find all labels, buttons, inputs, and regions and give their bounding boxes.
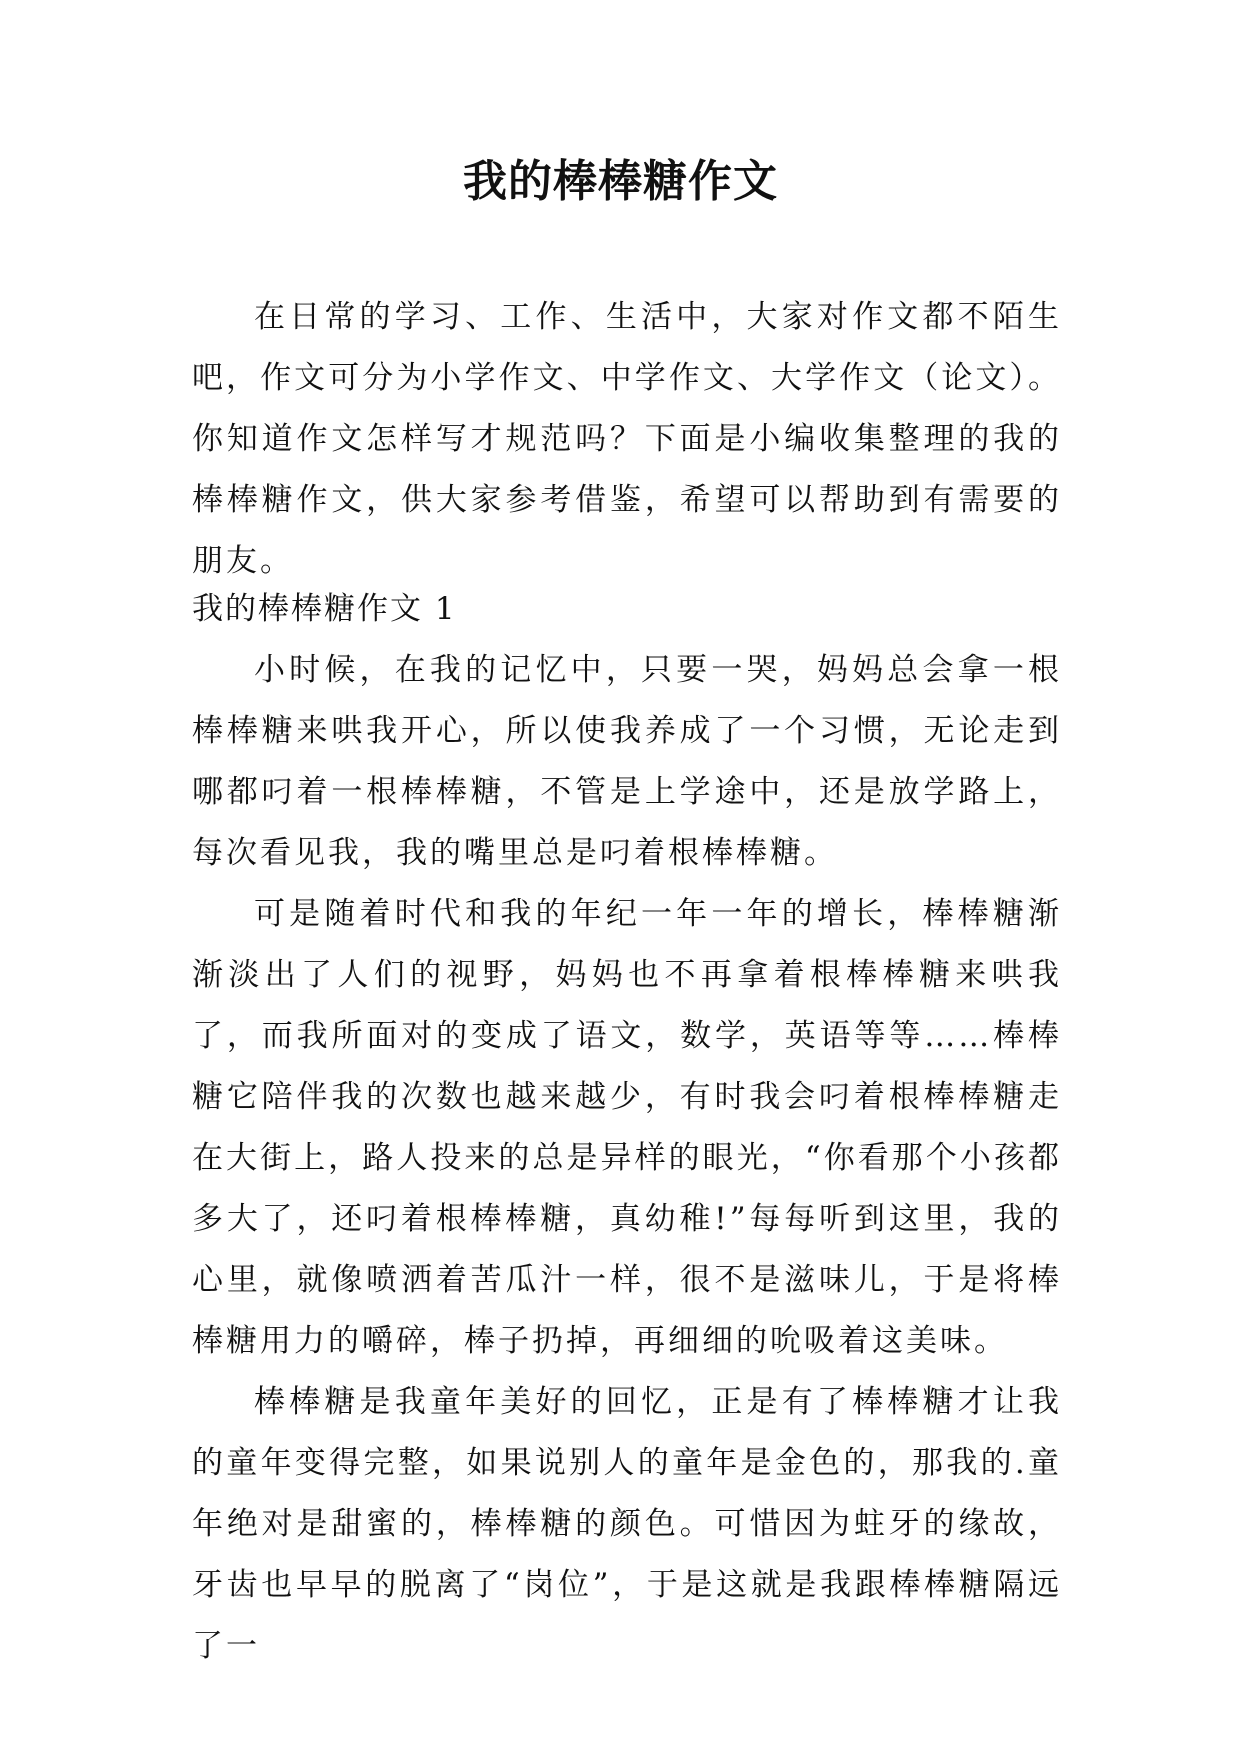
- intro-paragraph: [192, 287, 1062, 592]
- section-heading: 我的棒棒糖作文 1: [192, 591, 457, 627]
- intro-text: 在日常的学习、工作、生活中，大家对作文都不陌生吧，作文可分为小学作文、中学作文、大学作文（论文）。你知道作文怎样写才规范吗？下面是小编收集整理的我的棒棒糖作文，供大家参考借鉴，希望可以帮助到有需要的朋友。: [192, 299, 1062, 579]
- document-title: 我的棒棒糖作文: [463, 156, 778, 207]
- essay-paragraph-1: 小时候，在我的记忆中，只要一哭，妈妈总会拿一根棒棒糖来哄我开心，所以使我养成了一个习惯，无论走到哪都叼着一根棒棒糖，不管是上学途中，还是放学路上，每次看见我，我的嘴里总是叼着根棒棒糖。: [192, 652, 1062, 871]
- essay-body: [192, 640, 1062, 1677]
- essay-paragraph-3: 棒棒糖是我童年美好的回忆，正是有了棒棒糖才让我的童年变得完整，如果说别人的童年是金色的，那我的.童年绝对是甜蜜的，棒棒糖的颜色。可惜因为蛀牙的缘故，牙齿也早早的脱离了“岗位”，于是这就是我跟棒棒糖隔远了一: [192, 1384, 1062, 1664]
- essay-paragraph-2: 可是随着时代和我的年纪一年一年的增长，棒棒糖渐渐淡出了人们的视野，妈妈也不再拿着根棒棒糖来哄我了，而我所面对的变成了语文，数学，英语等等……棒棒糖它陪伴我的次数也越来越少，有时我会叼着根棒棒糖走在大街上，路人投来的总是异样的眼光，“你看那个小孩都多大了，还叼着根棒棒糖，真幼稚!”每每听到这里，我的心里，就像喷洒着苦瓜汁一样，很不是滋味儿，于是将棒棒糖用力的嚼碎，棒子扔掉，再细细的吮吸着这美味。: [192, 896, 1062, 1359]
